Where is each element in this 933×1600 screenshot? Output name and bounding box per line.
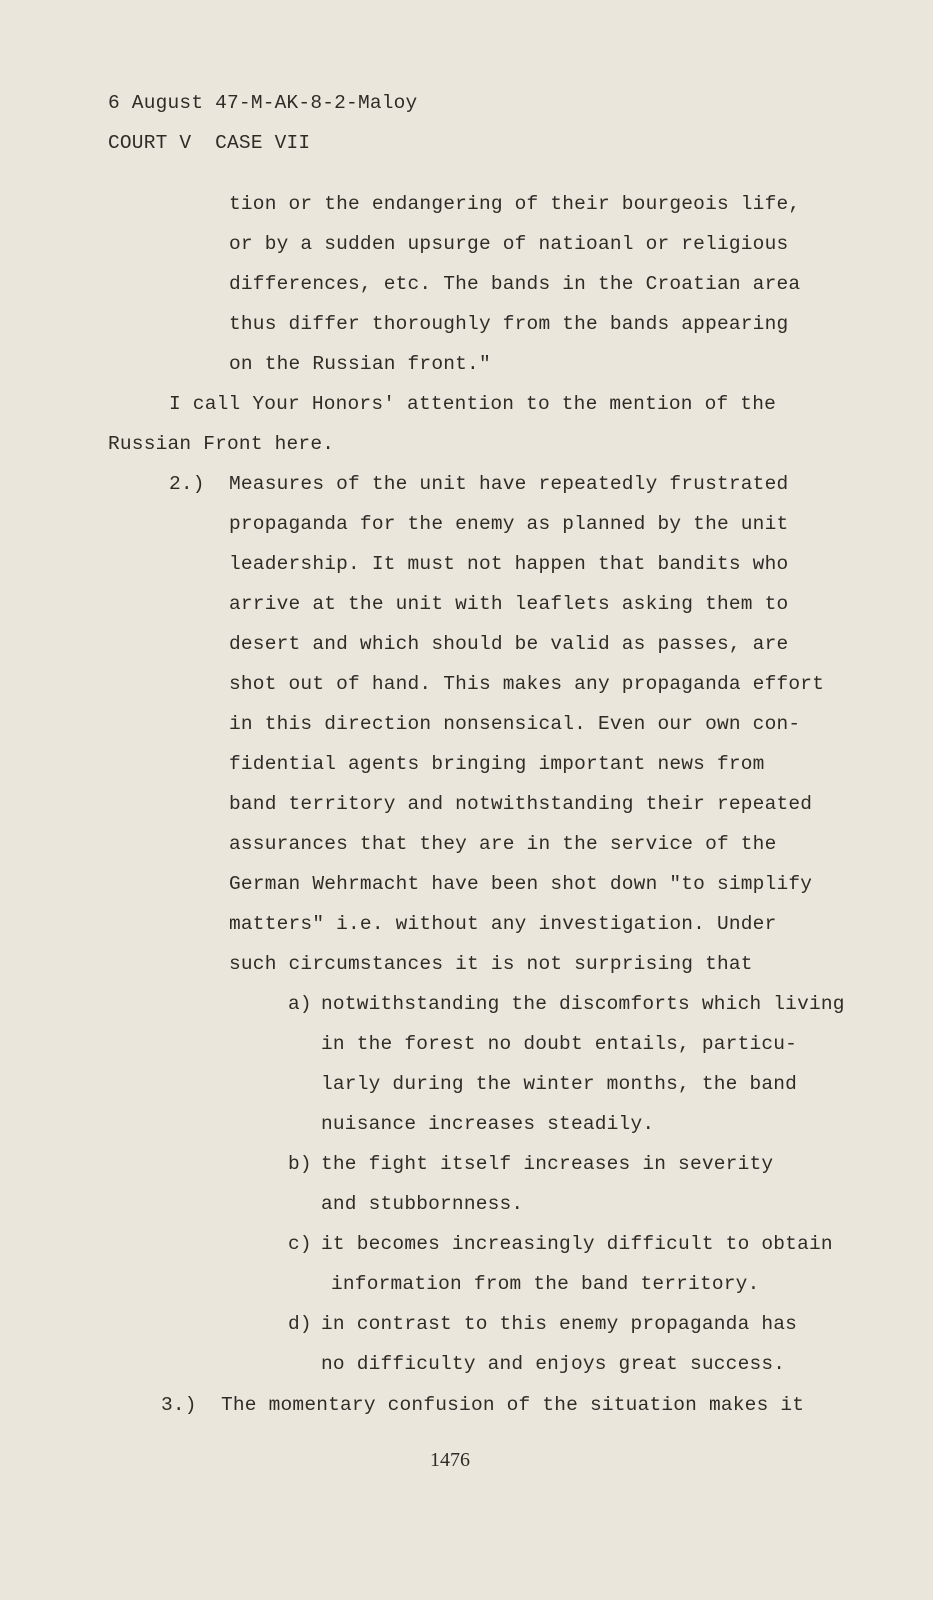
sub-item-d-label: d) (288, 1313, 312, 1335)
point-2-line: such circumstances it is not surprising that (229, 953, 753, 975)
sub-item-c-label: c) (288, 1233, 312, 1255)
sub-item-d-line: in contrast to this enemy propaganda has (321, 1313, 798, 1335)
sub-item-b-label: b) (288, 1153, 312, 1175)
quote-line: thus differ thoroughly from the bands appearing (229, 313, 789, 335)
header-date-line: 6 August 47-M-AK-8-2-Maloy (108, 92, 418, 114)
point-2-line: leadership. It must not happen that bandits who (229, 553, 789, 575)
point-2-line: desert and which should be valid as passes, are (229, 633, 789, 655)
quote-line: differences, etc. The bands in the Croatian area (229, 273, 801, 295)
attention-line: Russian Front here. (108, 433, 335, 455)
point-2-line: band territory and notwithstanding their repeated (229, 793, 813, 815)
quote-line: tion or the endangering of their bourgeois life, (229, 193, 801, 215)
sub-item-a-line: nuisance increases steadily. (321, 1113, 655, 1135)
header-court-line: COURT V CASE VII (108, 132, 311, 154)
attention-line: I call Your Honors' attention to the mention of the (169, 393, 776, 415)
point-2-line: assurances that they are in the service of the (229, 833, 777, 855)
sub-item-b-line: and stubbornness. (321, 1193, 524, 1215)
point-2-line: in this direction nonsensical. Even our own con- (229, 713, 801, 735)
point-2-line: propaganda for the enemy as planned by the unit (229, 513, 789, 535)
sub-item-d-line: no difficulty and enjoys great success. (321, 1353, 786, 1375)
point-3-label: 3.) (161, 1394, 197, 1416)
sub-item-c-line: it becomes increasingly difficult to obtain (321, 1233, 833, 1255)
point-2-label: 2.) (169, 473, 205, 495)
sub-item-b-line: the fight itself increases in severity (321, 1153, 774, 1175)
sub-item-a-line: notwithstanding the discomforts which living (321, 993, 845, 1015)
point-2-line: matters" i.e. without any investigation. Under (229, 913, 777, 935)
point-2-line: arrive at the unit with leaflets asking them to (229, 593, 789, 615)
page-number: 1476 (430, 1449, 470, 1471)
quote-line: or by a sudden upsurge of natioanl or religious (229, 233, 789, 255)
point-3-line: The momentary confusion of the situation makes it (221, 1394, 805, 1416)
quote-line: on the Russian front." (229, 353, 491, 375)
point-2-line: fidential agents bringing important news from (229, 753, 765, 775)
sub-item-a-line: in the forest no doubt entails, particu- (321, 1033, 798, 1055)
point-2-line: German Wehrmacht have been shot down "to simplify (229, 873, 813, 895)
sub-item-a-label: a) (288, 993, 312, 1015)
point-2-line: shot out of hand. This makes any propaganda effort (229, 673, 825, 695)
sub-item-a-line: larly during the winter months, the band (321, 1073, 798, 1095)
point-2-line: Measures of the unit have repeatedly frustrated (229, 473, 789, 495)
sub-item-c-line: information from the band territory. (331, 1273, 760, 1295)
